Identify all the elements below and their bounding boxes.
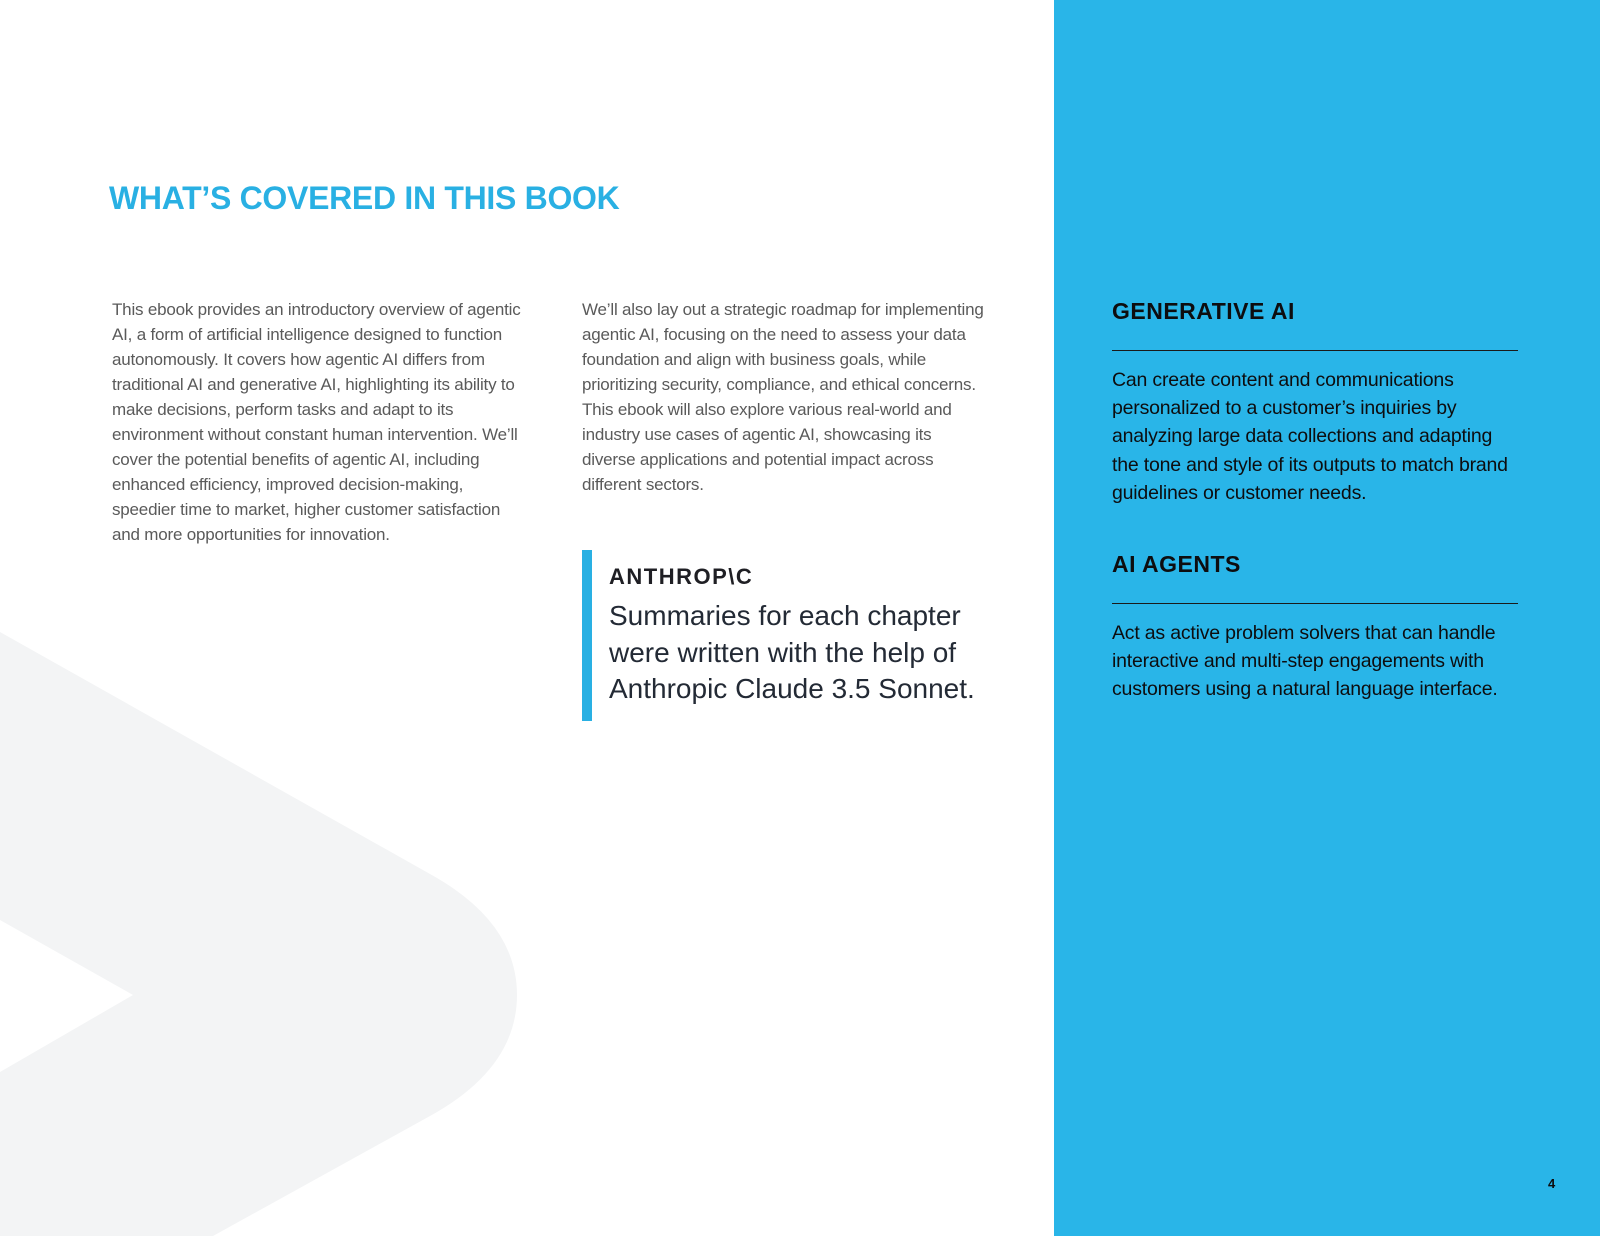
intro-column-2: We’ll also lay out a strategic roadmap for implementing agentic AI, focusing on the need to assess your data foundation and align with business goals, while prioritizing security, compliance, and ethical concerns. This ebook will also explore various real-world and industry use cases of agentic AI, showcasing its diverse applications and potential impact across different sectors. bbox=[582, 300, 984, 494]
anthropic-callout bbox=[582, 550, 1002, 721]
page-number: 4 bbox=[1548, 1176, 1556, 1191]
callout-text: Summaries for each chapter were written with the help of Anthropic Claude 3.5 Sonnet. bbox=[609, 600, 975, 704]
ai-agents-heading: AI AGENTS bbox=[1112, 551, 1241, 577]
ai-agents-description: Act as active problem solvers that can handle interactive and multi-step engagements with customers using a natural language interface. bbox=[1112, 622, 1498, 701]
callout-accent-bar bbox=[582, 550, 592, 721]
generative-ai-description: Can create content and communications personalized to a customer’s inquiries by analyzing large data collections and adapting the tone and style of its outputs to match brand guidelines or customer needs. bbox=[1112, 369, 1508, 504]
ai-agents-divider bbox=[1112, 603, 1518, 604]
intro-column-1: This ebook provides an introductory overview of agentic AI, a form of artificial intelligence designed to function autonomously. It covers how agentic AI differs from traditional AI and generative AI, highlighting its ability to make decisions, perform tasks and adapt to its environment without constant human intervention. We’ll cover the potential benefits of agentic AI, including enhanced efficiency, improved decision-making, speedier time to market, higher customer satisfaction and more opportunities for innovation. bbox=[112, 300, 521, 544]
anthropic-logo: ANTHROP\C bbox=[609, 564, 754, 589]
page-title: WHAT’S COVERED IN THIS BOOK bbox=[109, 180, 620, 216]
generative-ai-divider bbox=[1112, 350, 1518, 351]
generative-ai-heading: GENERATIVE AI bbox=[1112, 298, 1295, 324]
sidebar-definitions bbox=[1054, 0, 1600, 1236]
